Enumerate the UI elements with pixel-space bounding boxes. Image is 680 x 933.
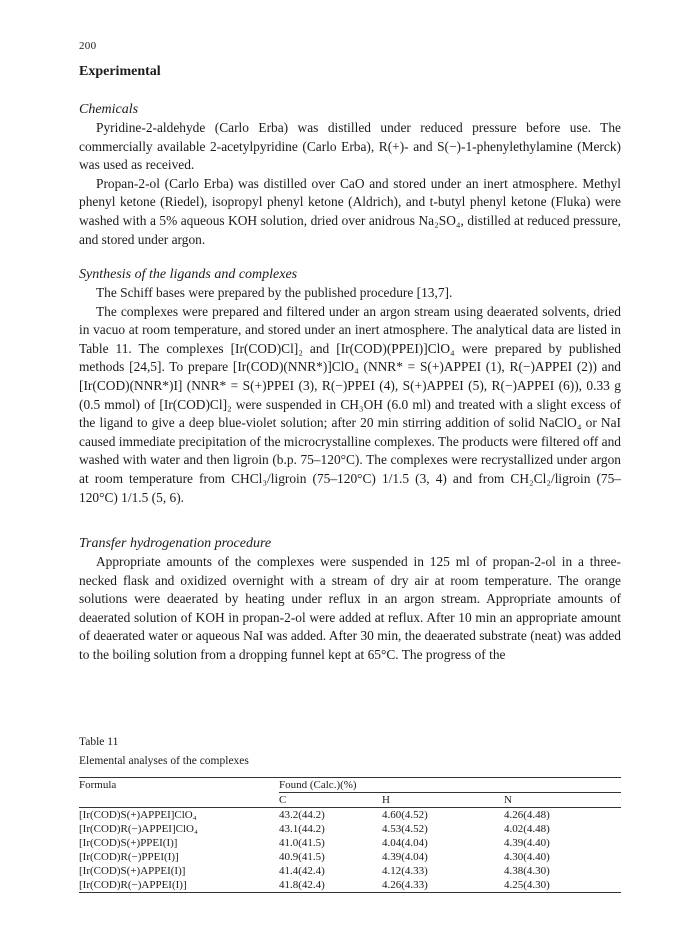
formula-cell: [Ir(COD)S(+)PPEI(I)] (79, 837, 178, 849)
c-cell: 40.9(41.5) (279, 851, 325, 863)
formula-cell: [Ir(COD)S(+)APPEI]ClO₄ (79, 809, 197, 821)
formula-cell: [Ir(COD)R(−)APPEI(I)] (79, 879, 187, 891)
table-caption: Elemental analyses of the complexes (79, 755, 249, 767)
synthesis-section (79, 265, 621, 507)
c-cell: 41.0(41.5) (279, 837, 325, 849)
n-cell: 4.25(4.30) (504, 879, 550, 891)
c-cell: 43.1(44.2) (279, 823, 325, 835)
header-h: H (382, 794, 390, 806)
h-cell: 4.60(4.52) (382, 809, 428, 821)
synthesis-heading: Synthesis of the ligands and complexes (79, 267, 298, 282)
table-subheader-row (79, 793, 621, 808)
table-row (79, 808, 621, 823)
n-cell: 4.38(4.30) (504, 865, 550, 877)
h-cell: 4.39(4.04) (382, 851, 428, 863)
c-cell: 43.2(44.2) (279, 809, 325, 821)
h-cell: 4.26(4.33) (382, 879, 428, 891)
n-cell: 4.30(4.40) (504, 851, 550, 863)
chemicals-paragraph-1: Pyridine-2-aldehyde (Carlo Erba) was distilled under reduced pressure before use. The commercially available 2-acetylpyridine (Carlo Erba), R(+)- and S(−)-1-phenylethylamine (Merck) was used as received. (79, 120, 621, 173)
synthesis-paragraph-1: The Schiff bases were prepared by the published procedure [13,7]. (96, 285, 453, 300)
transfer-heading: Transfer hydrogenation procedure (79, 536, 272, 551)
h-cell: 4.12(4.33) (382, 865, 428, 877)
chemicals-heading: Chemicals (79, 102, 139, 117)
table-label: Table 11 (79, 736, 119, 748)
header-found: Found (Calc.)(%) (279, 778, 621, 793)
header-c: C (279, 794, 287, 806)
n-cell: 4.02(4.48) (504, 823, 550, 835)
h-cell: 4.04(4.04) (382, 837, 428, 849)
synthesis-paragraph-2: The complexes were prepared and filtered under an argon stream using deaerated solvents, dried in vacuo at room temperature, and stored under an inert atmosphere. The analytical data are listed in Table 11. The complexes [Ir(COD)Cl]₂ and [Ir(COD)(PPEI)]ClO₄ were prepared by published methods [24,5]. To prepare [Ir(COD)(NNR*)]ClO₄ (NNR* = S(+)APPEI (1), R(−)APPEI (2)) and [Ir(COD)(NNR*)I] (NNR* = S(+)PPEI (3), R(−)PPEI (4), S(+)APPEI (5), R(−)APPEI (6)), 0.33 g (0.5 mmol) of [Ir(COD)Cl]₂ were suspended in CH₃OH (6.0 ml) and treated with a slight excess of the ligand to give a deep blue-violet solution; after 20 min stirring addition of solid NaClO₄ or NaI caused immediate precipitation of the microcrystalline complexes. The products were filtered off and washed with water and then ligroin (b.p. 75–120°C). The complexes were recrystallized under argon at room temperature from CHCl₃/ligroin (75–120°C) 1/1.5 (3, 4) and from CH₂Cl₂/ligroin (75–120°C) 1/1.5 (5, 6). (79, 303, 621, 505)
header-n: N (504, 794, 512, 806)
formula-cell: [Ir(COD)R(−)APPEI]ClO₄ (79, 823, 198, 835)
c-cell: 41.4(42.4) (279, 865, 325, 877)
table-row (79, 822, 621, 836)
formula-cell: [Ir(COD)R(−)PPEI(I)] (79, 851, 179, 863)
table-row (79, 878, 621, 893)
c-cell: 41.8(42.4) (279, 879, 325, 891)
section-title: Experimental (79, 64, 161, 79)
chemicals-paragraph-2: Propan-2-ol (Carlo Erba) was distilled over CaO and stored under an inert atmosphere. Methyl phenyl ketone (Riedel), isopropyl phenyl ketone (Aldrich), and t-butyl phenyl ketone (Fluka) were washed with a 5% aqueous KOH solution, dried over anidrous Na₂SO₄, distilled at reduced pressure, and stored under argon. (79, 175, 621, 247)
elemental-analysis-table (79, 777, 621, 893)
h-cell: 4.53(4.52) (382, 823, 428, 835)
transfer-section (79, 534, 621, 665)
table-row (79, 850, 621, 864)
transfer-paragraph-1: Appropriate amounts of the complexes were suspended in 125 ml of propan-2-ol in a three-necked flask and oxidized overnight with a stream of dry air at room temperature. The orange solutions were deaerated by heating under reflux in an argon stream. Appropriate amounts of deaerated solution of KOH in propan-2-ol were added at reflux. After 10 min an appropriate amount of deaerated water or aqueous NaI was added. After 30 min, the deaerated substrate (neat) was added to the boiling solution from a dropping funnel kept at 65°C. The progress of the (79, 554, 621, 662)
table-row (79, 836, 621, 850)
page-number: 200 (79, 40, 97, 52)
chemicals-section (79, 100, 621, 249)
formula-cell: [Ir(COD)S(+)APPEI(I)] (79, 865, 186, 877)
table-row (79, 864, 621, 878)
n-cell: 4.39(4.40) (504, 837, 550, 849)
n-cell: 4.26(4.48) (504, 809, 550, 821)
header-formula: Formula (79, 779, 117, 792)
table-header-row (79, 778, 621, 793)
